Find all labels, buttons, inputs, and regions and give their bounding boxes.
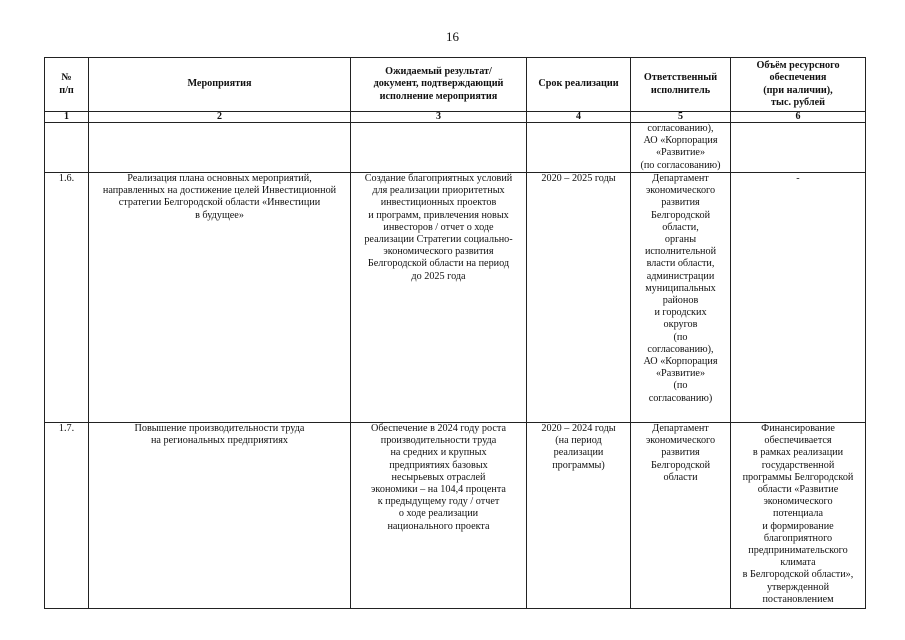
cell-activity: Реализация плана основных мероприятий, направленных на достижение целей Инвестиционной стратегии Белгородской области «Инвестиции в будущее» — [89, 173, 351, 423]
cell-resources — [731, 123, 866, 173]
cell-no: 1.7. — [45, 423, 89, 609]
cell-result: Создание благоприятных условий для реализации приоритетных инвестиционных проектов и программ, привлечения новых инвесторов / отчет о ходе реализации Стратегии социально- экономического развития Белгородской области на период до 2025 года — [351, 173, 527, 423]
header-responsible: Ответственный исполнитель — [631, 58, 731, 112]
cell-term: 2020 – 2025 годы — [527, 173, 631, 423]
cell-result — [351, 123, 527, 173]
column-number: 4 — [527, 112, 631, 123]
activities-table — [44, 57, 866, 609]
header-no: № п/п — [45, 58, 89, 112]
cell-term — [527, 123, 631, 173]
table-row-continued — [45, 123, 866, 173]
cell-activity: Повышение производительности труда на региональных предприятиях — [89, 423, 351, 609]
cell-result: Обеспечение в 2024 году роста производительности труда на средних и крупных предприятиях базовых несырьевых отраслей экономики – на 104,4 процента к предыдущему году / отчет о ходе реализации национального проекта — [351, 423, 527, 609]
cell-no: 1.6. — [45, 173, 89, 423]
header-activity: Мероприятия — [89, 58, 351, 112]
page-number: 16 — [446, 29, 459, 44]
cell-responsible: согласованию), АО «Корпорация «Развитие» (по согласованию) — [631, 123, 731, 173]
cell-responsible: Департамент экономического развития Белгородской области, органы исполнительной власти области, администрации муниципальных районов и городских округов (по согласованию), АО «Корпорация «Развитие» (по согласованию) — [631, 173, 731, 423]
column-number: 6 — [731, 112, 866, 123]
cell-responsible: Департамент экономического развития Белгородской области — [631, 423, 731, 609]
header-resources: Объём ресурсного обеспечения (при наличии), тыс. рублей — [731, 58, 866, 112]
cell-activity — [89, 123, 351, 173]
cell-resources: Финансирование обеспечивается в рамках реализации государственной программы Белгородской области «Развитие экономического потенциала и формирование благоприятного предпринимательского климата в Белгородской области», утвержденной постановлением — [731, 423, 866, 609]
cell-resources: - — [731, 173, 866, 423]
table-row — [45, 423, 866, 609]
cell-no — [45, 123, 89, 173]
cell-term: 2020 – 2024 годы (на период реализации программы) — [527, 423, 631, 609]
header-result: Ожидаемый результат/ документ, подтверждающий исполнение мероприятия — [351, 58, 527, 112]
column-number: 5 — [631, 112, 731, 123]
column-number: 1 — [45, 112, 89, 123]
header-row — [45, 58, 866, 112]
header-term: Срок реализации — [527, 58, 631, 112]
column-number-row — [45, 112, 866, 123]
column-number: 3 — [351, 112, 527, 123]
column-number: 2 — [89, 112, 351, 123]
table-row — [45, 173, 866, 423]
